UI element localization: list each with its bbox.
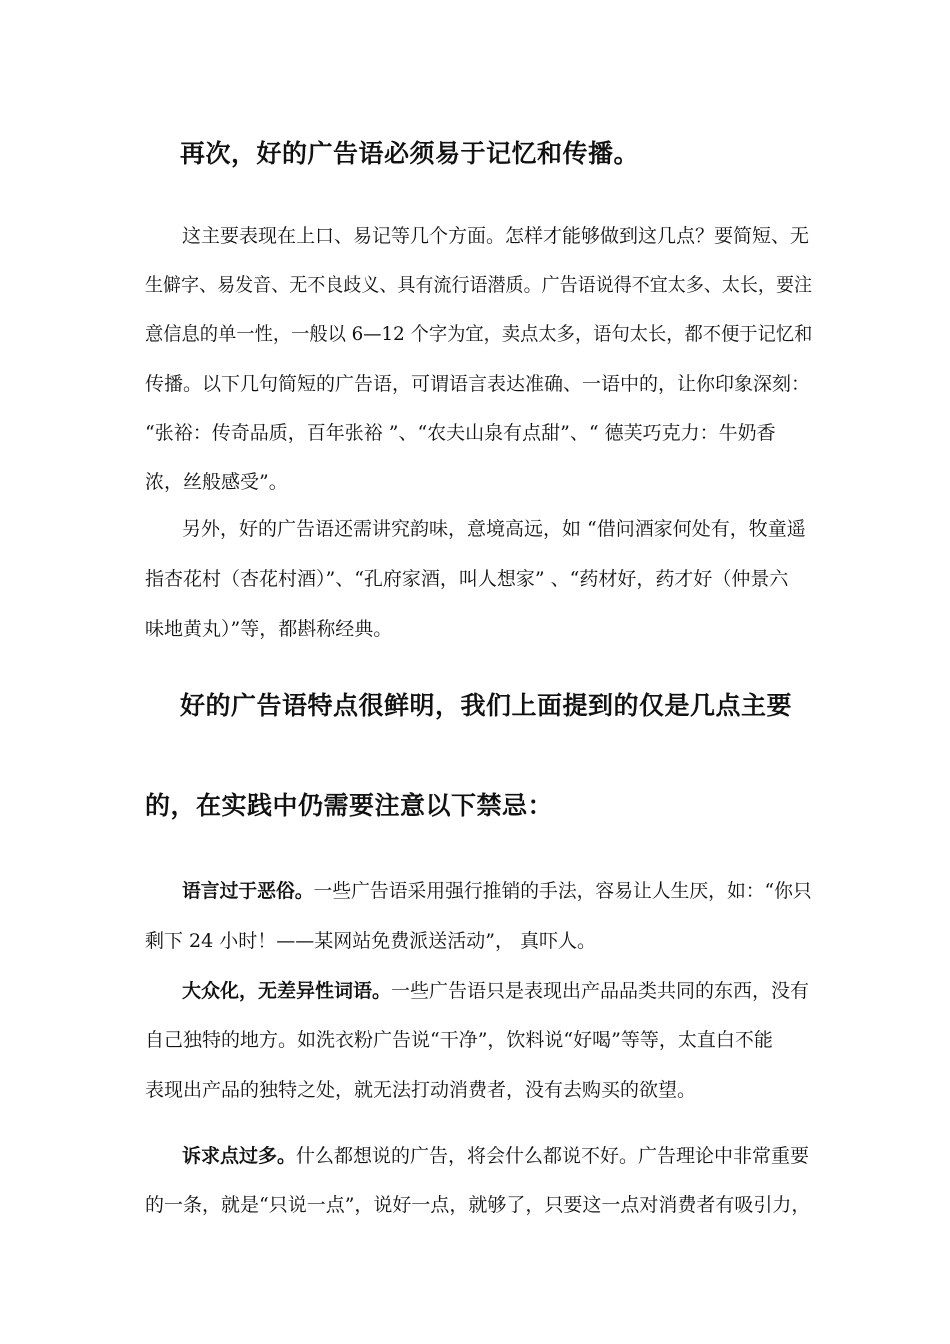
taboo-text: 什么都想说的广告，将会什么都说不好。广告理论中非常重要 (296, 1145, 810, 1167)
heading-memorability: 再次，好的广告语必须易于记忆和传播。 (180, 139, 640, 168)
heading-taboos: 好的广告语特点很鲜明，我们上面提到的仅是几点主要 (180, 691, 793, 720)
paragraph-line: 味地黄丸）”等，都斟称经典。 (145, 618, 393, 640)
paragraph-line: 自己独特的地方。如洗衣粉广告说“干净”，饮料说“好喝”等等，太直白不能 (145, 1029, 773, 1051)
paragraph-line: 这主要表现在上口、易记等几个方面。怎样才能够做到这几点？要简短、无 (182, 225, 810, 247)
paragraph-line: 生僻字、易发音、无不良歧义、具有流行语潜质。广告语说得不宜太多、太长，要注 (145, 274, 813, 296)
taboo-item-too-many-appeals (182, 1144, 809, 1168)
taboo-title: 语言过于恶俗。 (182, 880, 314, 902)
paragraph-line: 浓，丝般感受”。 (145, 471, 288, 493)
paragraph-line: 指杏花村（杏花村酒）”、“孔府家酒，叫人想家” 、“药材好，药才好（仲景六 (145, 568, 789, 590)
paragraph-line: 传播。以下几句简短的广告语，可谓语言表达准确、一语中的，让你印象深刻： (145, 373, 811, 395)
taboo-text: 一些广告语只是表现出产品品类共同的东西，没有 (391, 980, 810, 1002)
taboo-title: 大众化，无差异性词语。 (182, 980, 392, 1002)
taboo-text: 一些广告语采用强行推销的手法，容易让人生厌，如：“你只 (313, 880, 812, 902)
paragraph-line: 的一条，就是“只说一点”，说好一点，就够了，只要这一点对消费者有吸引力， (145, 1194, 811, 1216)
taboo-item-vulgar (182, 879, 812, 903)
taboo-item-generic (182, 979, 809, 1003)
paragraph-line: 表现出产品的独特之处，就无法打动消费者，没有去购买的欲望。 (145, 1079, 697, 1101)
taboo-title: 诉求点过多。 (182, 1145, 297, 1167)
heading-taboos-continued: 的，在实践中仍需要注意以下禁忌： (145, 791, 554, 820)
paragraph-line: 剩下 24 小时！——某网站免费派送活动”， 真吓人。 (145, 930, 597, 952)
paragraph-line: “张裕：传奇品质，百年张裕 ”、“农夫山泉有点甜”、“ 德芙巧克力：牛奶香 (145, 422, 776, 444)
paragraph-line: 另外，好的广告语还需讲究韵味，意境高远，如 “借问酒家何处有，牧童遥 (182, 518, 806, 540)
paragraph-line: 意信息的单一性，一般以 6—12 个字为宜，卖点太多，语句太长，都不便于记忆和 (145, 323, 813, 345)
